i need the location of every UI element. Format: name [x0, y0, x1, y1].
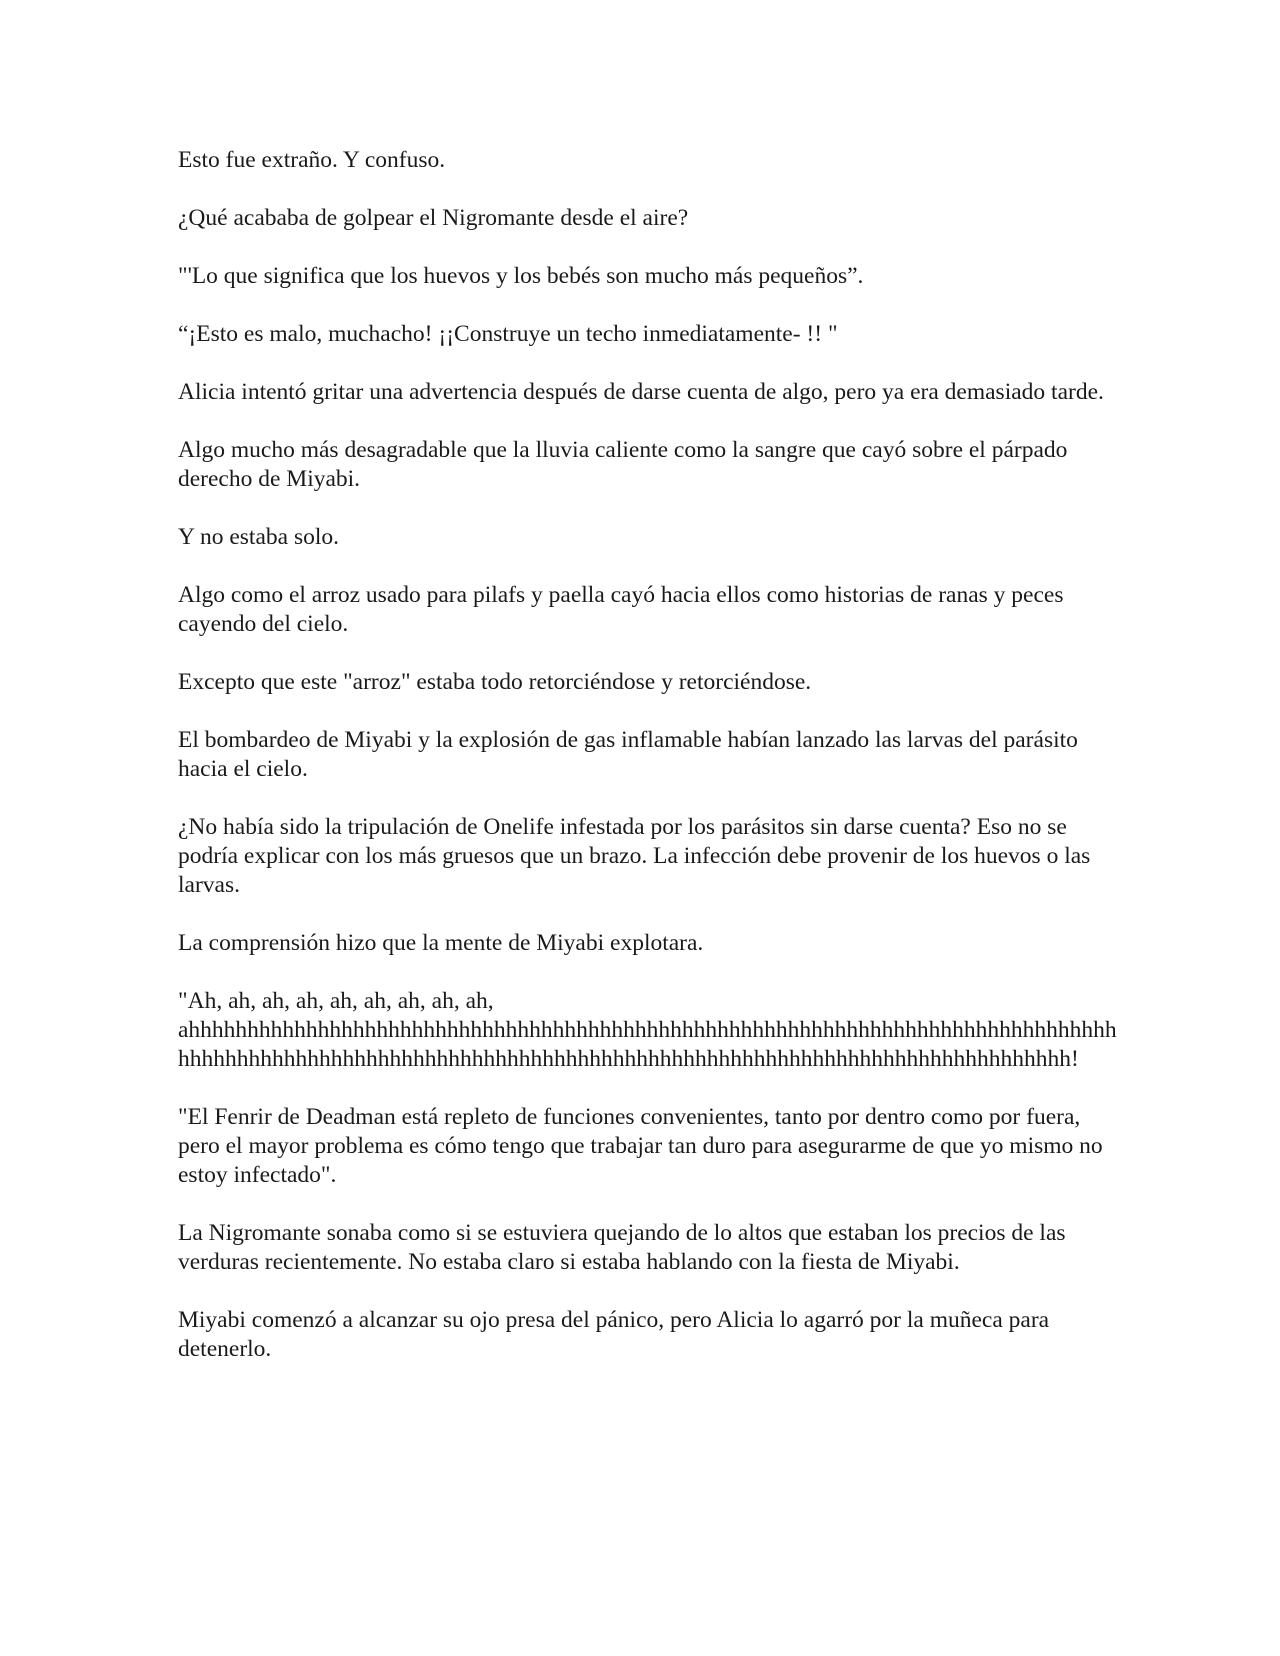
document-body: [178, 146, 1118, 1393]
paragraph: Esto fue extraño. Y confuso.: [178, 147, 446, 173]
paragraph: Excepto que este "arroz" estaba todo retorciéndose y retorciéndose.: [178, 669, 812, 695]
paragraph: "El Fenrir de Deadman está repleto de funciones convenientes, tanto por dentro como por fuera, pero el mayor problema es cómo tengo que trabajar tan duro para asegurarme de que yo mismo no estoy infectado".: [178, 1104, 1103, 1188]
paragraph: ¿No había sido la tripulación de Onelife infestada por los parásitos sin darse cuenta? Eso no se podría explicar con los más gruesos que un brazo. La infección debe provenir de los huevos o las larvas.: [178, 814, 1091, 898]
paragraph: "Ah, ah, ah, ah, ah, ah, ah, ah, ah, ahhhhhhhhhhhhhhhhhhhhhhhhhhhhhhhhhhhhhhhhhhhhhhhhhhhhhhhhhhhhhhhhhhhhhhhhhhhhhhhhhhhhhhhhhhhhhhhhhhhhhhhhhhhhhhhhhhhhhhhhhhhhhhhhhhhhhhhhhhhhhhhhhhhhhhhhhhh!: [178, 988, 1117, 1072]
paragraph: Miyabi comenzó a alcanzar su ojo presa del pánico, pero Alicia lo agarró por la muñeca para detenerlo.: [178, 1307, 1050, 1362]
paragraph: ¿Qué acababa de golpear el Nigromante desde el aire?: [178, 205, 689, 231]
paragraph: La comprensión hizo que la mente de Miyabi explotara.: [178, 930, 704, 956]
paragraph: Alicia intentó gritar una advertencia después de darse cuenta de algo, pero ya era demasiado tarde.: [178, 379, 1104, 405]
paragraph: El bombardeo de Miyabi y la explosión de gas inflamable habían lanzado las larvas del parásito hacia el cielo.: [178, 727, 1078, 782]
paragraph: La Nigromante sonaba como si se estuviera quejando de lo altos que estaban los precios de las verduras recientemente. No estaba claro si estaba hablando con la fiesta de Miyabi.: [178, 1220, 1066, 1275]
paragraph: Y no estaba solo.: [178, 524, 339, 550]
paragraph: “¡Esto es malo, muchacho! ¡¡Construye un techo inmediatamente- !! ": [178, 321, 838, 347]
paragraph: Algo mucho más desagradable que la lluvia caliente como la sangre que cayó sobre el párpado derecho de Miyabi.: [178, 437, 1068, 492]
paragraph: Algo como el arroz usado para pilafs y paella cayó hacia ellos como historias de ranas y peces cayendo del cielo.: [178, 582, 1064, 637]
paragraph: "'Lo que significa que los huevos y los bebés son mucho más pequeños”.: [178, 263, 864, 289]
